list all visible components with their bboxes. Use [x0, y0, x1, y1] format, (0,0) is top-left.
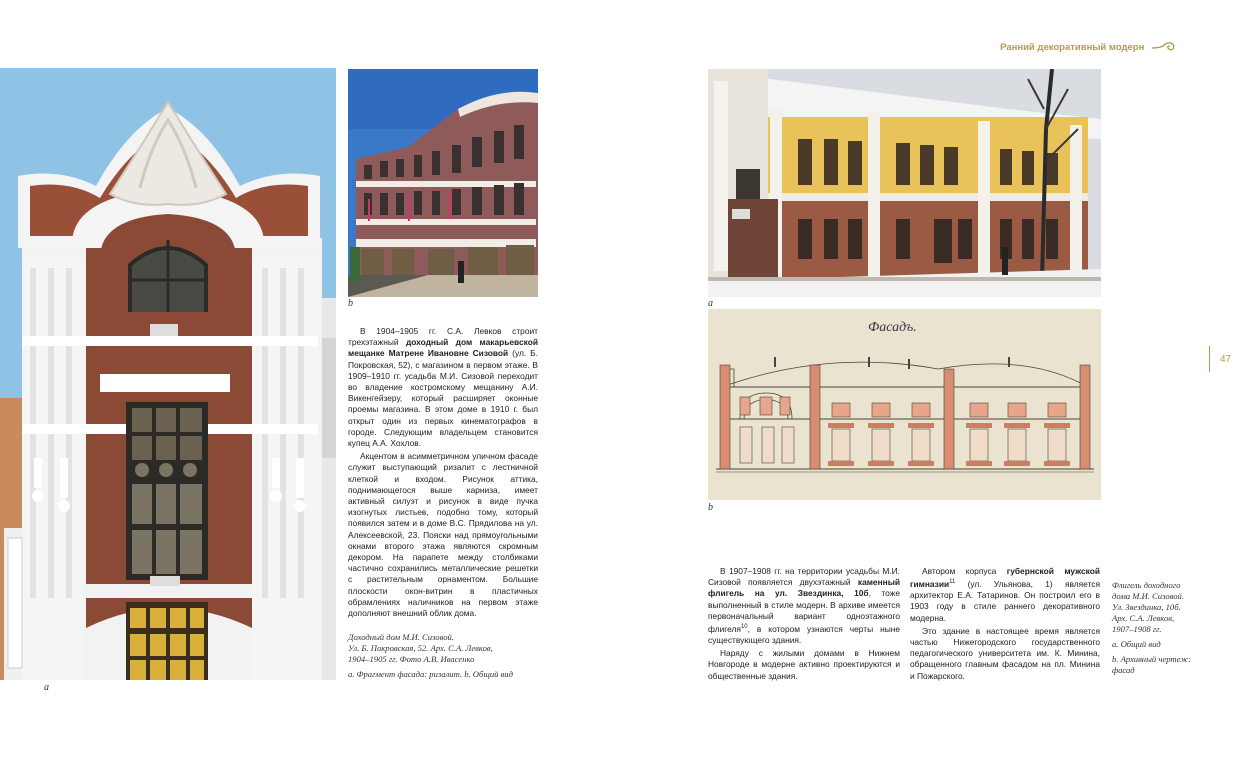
- page-number: 47: [1220, 354, 1232, 365]
- article-middle-paragraph-2: Наряду с жилыми домами в Нижнем Новгороде в модерне активно проектируются и общественные здания.: [708, 648, 900, 681]
- scroll-ornament-icon: [1151, 40, 1177, 52]
- article-middle-paragraph-1: В 1907–1908 гг. на территории усадьбы М.И. Сизовой появляется двухэтажный каменный флигель на ул. Звездинка, 10б, тоже выполненный в стиле модерн. В архиве имеется первоначальный вариант одноэтажного флигеля$^{10}$, в котором узнаются черты ныне существующего здания.: [708, 566, 900, 646]
- article-right-paragraph-1: Автором корпуса губернской мужской гимназии$^{11}$ (ул. Ульянова, 1) является архитектор Е.А. Татаринов. Он построил его в 1903 году в стиле раннего декоративного модерна.: [910, 566, 1100, 623]
- article-left-paragraph-2: Акцентом в асимметричном уличном фасаде служит выступающий ризалит с лестничной клеткой и входом. Рисунок аттика, поднимающегося выше карниза, имеет активный силуэт и рисунок в виде пучка изогнутых листьев, подобно тому, который появился затем и в доме В.С. Прядилова на ул. Алексеевской, 23. Пояски над прямоугольными окнами второго этажа являются скромным декором. На парапете между столбиками частично сохранились металлические решетки с растительным орнаментом. Большие плоскости окон-витрин в пластичных обрамлениях наличников на первом этаже дополняют внешний облик дома.: [348, 451, 538, 619]
- article-left: [348, 326, 538, 619]
- outbuilding-illustration: [708, 69, 1101, 297]
- figure-label-a-left: a: [44, 682, 49, 693]
- article-right: [910, 566, 1100, 682]
- figure-label-b-right: b: [708, 502, 713, 513]
- general-view-illustration: [348, 69, 538, 297]
- article-middle: [708, 566, 900, 682]
- photo-risalit-fragment: [0, 68, 336, 680]
- photo-general-view: [348, 69, 538, 297]
- facade-drawing-illustration: [708, 309, 1101, 500]
- figure-label-a-right: a: [708, 298, 713, 309]
- drawing-handwriting: Фасадъ.: [868, 320, 917, 335]
- page-number-rule: [1209, 346, 1210, 372]
- photo-outbuilding: [708, 69, 1101, 297]
- article-right-paragraph-2: Это здание в настоящее время является частью Нижегородского государственного педагогического университета им. К. Минина, обращенного главным фасадом на пл. Минина и Пожарского.: [910, 625, 1100, 681]
- archival-drawing: [708, 309, 1101, 500]
- running-header: Ранний декоративный модерн: [1000, 40, 1177, 53]
- caption-left: Доходный дом М.И. Сизовой. Ул. Б. Покровская, 52. Арх. С.А. Левков, 1904–1905 гг. Фото А.В. Ивасенко a. Фрагмент фасада: ризалит. b. Общий вид: [348, 632, 513, 679]
- article-left-paragraph-1: В 1904–1905 гг. С.А. Левков строит трехэтажный доходный дом макарьевской мещанке Матрене Ивановне Сизовой (ул. Б. Покровская, 52), с магазином в первом этаже. В 1909–1910 гг. усадьба М.И. Сизовой переходит во владение костромскому мещанину А.И. Викенгейзеру, который расширяет оконные проемы магазина. В этом доме в 1910 г. был открыт один из первых кинематографов в городе. Следующим владельцем становится купец А.А. Хохлов.: [348, 326, 538, 449]
- caption-right: Флигель доходного дома М.И. Сизовой. Ул. Звездинка, 10б. Арх. С.А. Левков, 1907–1908 гг. a. Общий вид b. Архивный чертеж: фасад: [1112, 580, 1192, 675]
- risalit-illustration: [0, 68, 336, 680]
- figure-label-b-left: b: [348, 298, 353, 309]
